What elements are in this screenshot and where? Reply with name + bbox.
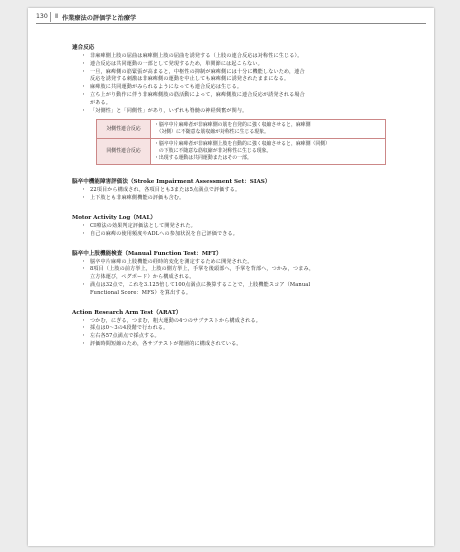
header-separator — [50, 12, 51, 22]
page-number: 130 — [36, 13, 48, 20]
section-mft — [72, 250, 394, 298]
table-row — [97, 120, 386, 139]
table-row — [97, 139, 386, 165]
list-item-line: ・ 8項目（上肢の前方挙上，上肢の側方挙上，手掌を後頭部へ，手掌を背部へ，つかみ，つまみ， — [90, 266, 315, 273]
list-item-line: ・ 「対側性」と「同側性」があり，いずれも脊髄の神経興奮が関与。 — [90, 107, 248, 114]
bullet-list — [72, 259, 394, 298]
list-item-line: 反応を誘発する刺激は非麻痺側の運動を中止しても麻痺側に誘発されたままになる。 — [90, 76, 290, 83]
list-item — [72, 53, 394, 61]
list-item — [72, 84, 394, 92]
section-mal — [72, 214, 394, 239]
list-item — [72, 69, 394, 85]
row-description — [151, 120, 386, 139]
section-arat — [72, 309, 394, 349]
section-heading: 脳卒中機能障害評価法（Stroke Impairment Assessment Set：SIAS） — [72, 179, 271, 186]
description-line: ・脳卒中片麻痺者が非麻痺側上肢を自動的に強く収縮させると，麻痺側（同側） — [154, 141, 331, 148]
list-item — [72, 231, 394, 239]
section-heading: 脳卒中上肢機能検査（Manual Function Test：MFT） — [72, 250, 222, 257]
table-body — [97, 120, 386, 165]
description-line: ・脳卒中片麻痺者が非麻痺側の筋を自発的に強く収縮させると，麻痺側 — [154, 122, 311, 129]
list-item-line: ・ CI療法の効果判定評価法として開発された。 — [90, 222, 196, 229]
list-item-line: ・ 脳卒中片麻痺の上肢機能の経時的変化を測定するために開発された。 — [90, 258, 253, 265]
list-item — [72, 266, 394, 282]
list-item-line: ・ 上下肢とも非麻痺側機能の評価も含む。 — [90, 195, 185, 202]
section-heading: 連合反応 — [72, 45, 95, 51]
list-item-line: ・ 麻痺肢に共同運動がみられるようになっても連合反応は生じる。 — [90, 84, 243, 91]
list-item — [72, 223, 394, 231]
list-item-line: ・ 一旦，麻痺側の筋緊張が高まると，中枢性の抑制が麻痺側には十分に機能しないため，連合 — [90, 68, 305, 75]
list-item-line: Functional Score：MFS）を算出する。 — [90, 289, 192, 296]
row-label: 対側性連合反応 — [97, 120, 151, 139]
description-line: の下肢に不随意な筋収縮が非対称性に生じる現象。 — [154, 148, 272, 155]
list-item — [72, 108, 394, 116]
section-numeral: Ⅱ — [55, 13, 59, 20]
section-rengou — [72, 44, 394, 165]
section-sias — [72, 178, 394, 203]
list-item — [72, 92, 394, 108]
bullet-list — [72, 187, 394, 203]
section-heading: Motor Activity Log（MAL） — [72, 214, 156, 221]
list-item-line: ・ 採点は0～3の4段階で行われる。 — [90, 325, 169, 332]
list-item-line: ・ 22項目から構成され，各項目とも3または5点満点で評価する。 — [90, 187, 241, 194]
associated-reaction-table — [96, 119, 386, 165]
list-item — [72, 325, 394, 333]
row-description — [151, 139, 386, 165]
list-item-line: ・ 評価時間短縮のため，各サブテストが階層的に構成されている。 — [90, 340, 242, 347]
header-rule — [36, 23, 426, 24]
bullet-list — [72, 53, 394, 115]
list-item — [72, 61, 394, 69]
list-item — [72, 187, 394, 195]
list-item-line: ・ 連合反応は共同運動の一部として発現するため，単関節には起こらない。 — [90, 60, 263, 67]
list-item-line: ・ つかむ，にぎる，つまむ，粗大運動の4つのサブテストから構成される。 — [90, 317, 261, 324]
running-header — [28, 8, 434, 26]
list-item-line: ・ 満点は32点で，これを3.125倍して100点満点に換算することで，上肢機能スコア（Manual — [90, 281, 311, 288]
list-item — [72, 195, 394, 203]
list-item-line: 立方体運び，ペグボード）から構成される。 — [90, 274, 195, 281]
row-label: 同側性連合反応 — [97, 139, 151, 165]
bullet-list — [72, 223, 394, 239]
list-item — [72, 282, 394, 298]
list-item-line: ・ 左右各57点満点で採点する。 — [90, 333, 160, 340]
list-item — [72, 341, 394, 349]
list-item-line: ・ 非麻痺側上肢の屈曲は麻痺側上肢の屈曲を誘発する（上肢の連合反応は対称性に生じる）。 — [90, 53, 303, 59]
page-content — [72, 44, 394, 349]
running-title: 作業療法の評価学と治療学 — [62, 15, 137, 22]
list-item-line: ・ 立ち上がり動作に伴う非麻痺側肢の筋活動によって，麻痺側肢に連合反応が誘発される場合 — [90, 91, 305, 98]
list-item-line: がある。 — [90, 99, 111, 106]
list-item-line: ・ 自己の麻痺の使用頻度やADLへの参加状況を自己評価できる。 — [90, 230, 238, 237]
document-page — [28, 8, 434, 546]
description-line: （対側）に不随意な筋収縮が対称性に生じる現象。 — [154, 129, 269, 136]
description-line: ・出現する運動は共同運動またはその一部。 — [154, 155, 252, 162]
section-heading: Action Research Arm Test（ARAT） — [72, 309, 182, 316]
list-item — [72, 333, 394, 341]
bullet-list — [72, 318, 394, 349]
